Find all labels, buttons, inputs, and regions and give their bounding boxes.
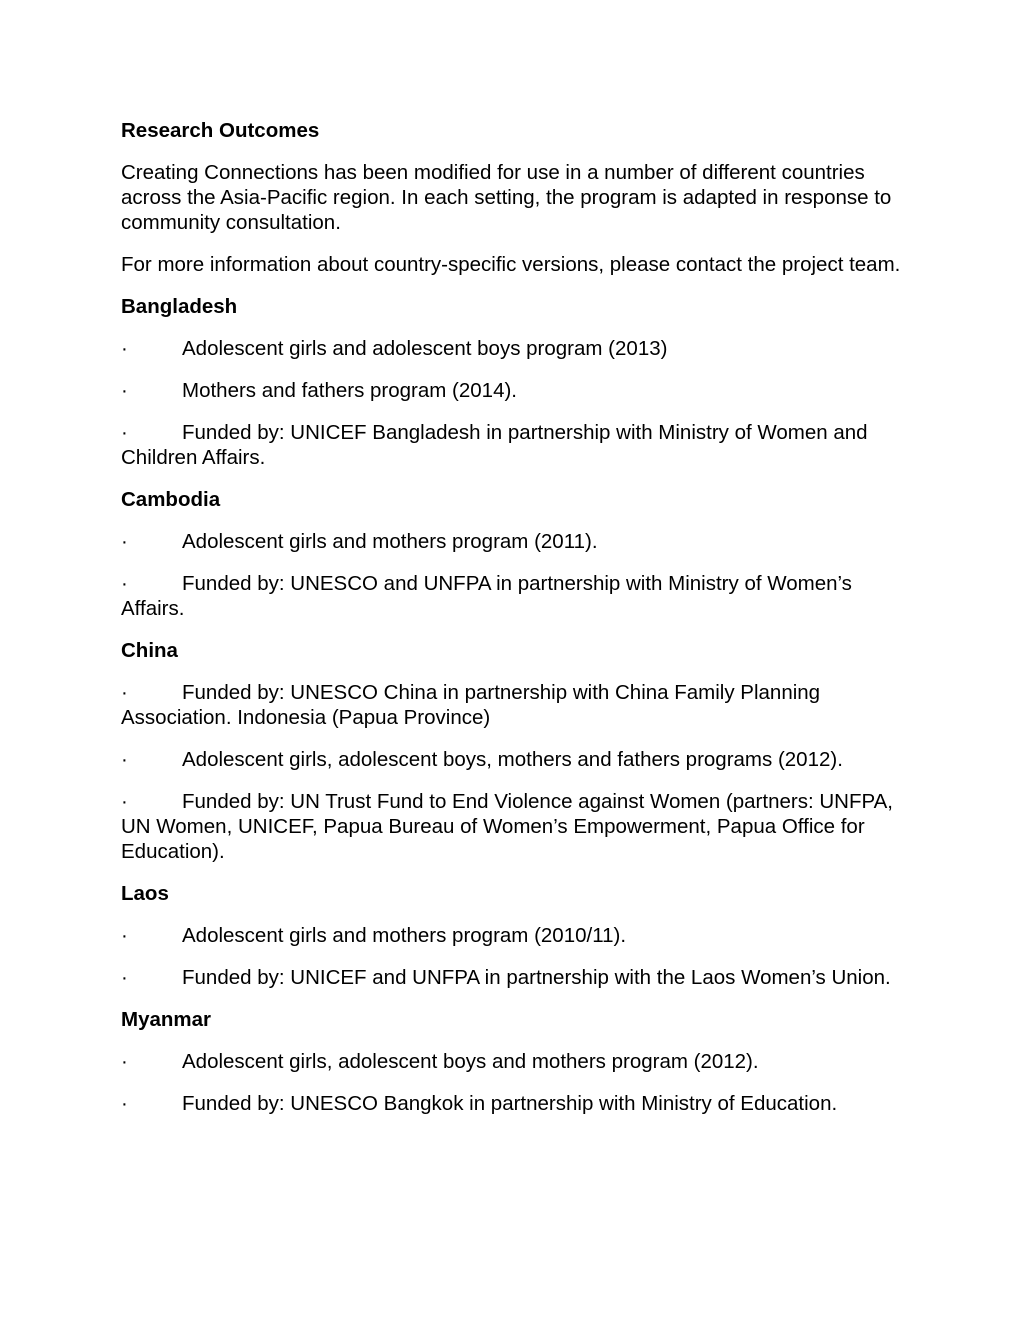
list-item: · Adolescent girls, adolescent boys and mothers program (2012). [121, 1050, 759, 1073]
intro-paragraph: Creating Connections has been modified for use in a number of different countries across the Asia-Pacific region. In each setting, the program is adapted in response to community consultation. [121, 161, 892, 234]
list-item: · Adolescent girls and mothers program (2010/11). [121, 924, 627, 947]
bullet-icon: · [121, 572, 128, 595]
bullet-icon: · [121, 530, 128, 553]
list-item: · Funded by: UNICEF Bangladesh in partnership with Ministry of Women and Children Affairs. [121, 421, 868, 469]
bullet-icon: · [121, 924, 128, 947]
section-heading-laos: Laos [121, 882, 169, 905]
bullet-icon: · [121, 337, 128, 360]
bullet-icon: · [121, 966, 128, 989]
list-item: · Adolescent girls and adolescent boys program (2013) [121, 337, 668, 360]
list-item: · Funded by: UN Trust Fund to End Violence against Women (partners: UNFPA, UN Women, UNICEF, Papua Bureau of Women’s Empowerment, Papua Office for Education). [121, 790, 894, 863]
list-item: · Adolescent girls and mothers program (2011). [121, 530, 598, 553]
list-item: · Mothers and fathers program (2014). [121, 379, 517, 402]
section-heading-cambodia: Cambodia [121, 488, 221, 511]
section-heading-bangladesh: Bangladesh [121, 295, 238, 318]
page-title: Research Outcomes [121, 119, 320, 142]
list-item: · Funded by: UNESCO and UNFPA in partnership with Ministry of Women’s Affairs. [121, 572, 852, 620]
bullet-icon: · [121, 1092, 128, 1115]
bullet-icon: · [121, 1050, 128, 1073]
contact-paragraph: For more information about country-specific versions, please contact the project team. [121, 253, 901, 276]
list-item: · Funded by: UNESCO Bangkok in partnership with Ministry of Education. [121, 1092, 838, 1115]
document-page [121, 118, 906, 1133]
list-item: · Adolescent girls, adolescent boys, mothers and fathers programs (2012). [121, 748, 843, 771]
bullet-icon: · [121, 790, 128, 813]
list-item: · Funded by: UNESCO China in partnership with China Family Planning Association. Indonesia (Papua Province) [121, 681, 821, 729]
section-heading-myanmar: Myanmar [121, 1008, 212, 1031]
bullet-icon: · [121, 681, 128, 704]
list-item: · Funded by: UNICEF and UNFPA in partnership with the Laos Women’s Union. [121, 966, 891, 989]
bullet-icon: · [121, 421, 128, 444]
section-heading-china: China [121, 639, 178, 662]
bullet-icon: · [121, 748, 128, 771]
bullet-icon: · [121, 379, 128, 402]
